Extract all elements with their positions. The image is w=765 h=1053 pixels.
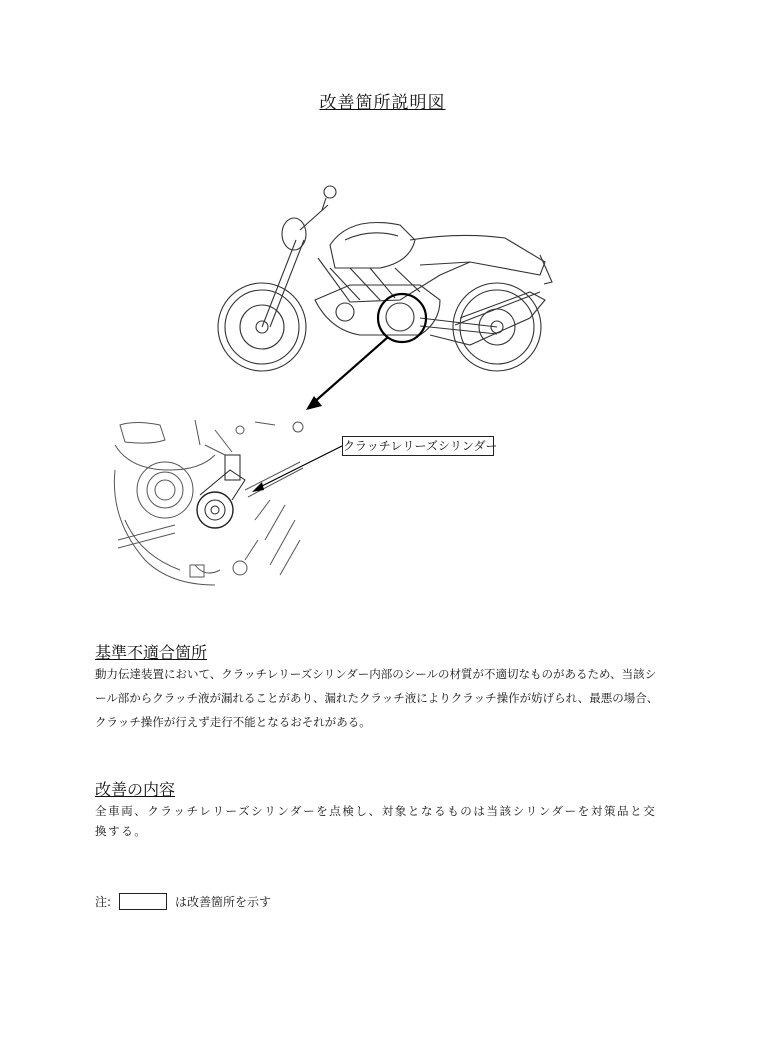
- section1-heading: 基準不適合箇所: [95, 643, 208, 662]
- detail-illustration: [114, 420, 303, 585]
- motorcycle-illustration: [218, 186, 552, 371]
- callout-label-box: [342, 436, 498, 456]
- pointer-arrow: [306, 337, 388, 410]
- note-suffix: は改善箇所を示す: [175, 895, 272, 909]
- callout-leader: [252, 446, 342, 492]
- note-prefix: 注:: [95, 895, 112, 909]
- legend-note: [95, 893, 271, 910]
- page-title: 改善箇所説明図: [319, 93, 446, 113]
- section2-heading: 改善の内容: [95, 780, 176, 799]
- section1-body: 動力伝達装置において、クラッチレリーズシリンダー内部のシールの材質が不適切なものがあるため、当該シール部からクラッチ液が漏れることがあり、漏れたクラッチ液によりクラッチ操作が妨げられ、最悪の場合、クラッチ操作が行えず走行不能となるおそれがある。: [95, 667, 659, 729]
- legend-box: [119, 893, 167, 910]
- callout-label: クラッチレリーズシリンダー: [343, 439, 498, 453]
- section2-body: 全車両、クラッチレリーズシリンダーを点検し、対象となるものは当該シリンダーを対策品と交換する。: [95, 804, 657, 838]
